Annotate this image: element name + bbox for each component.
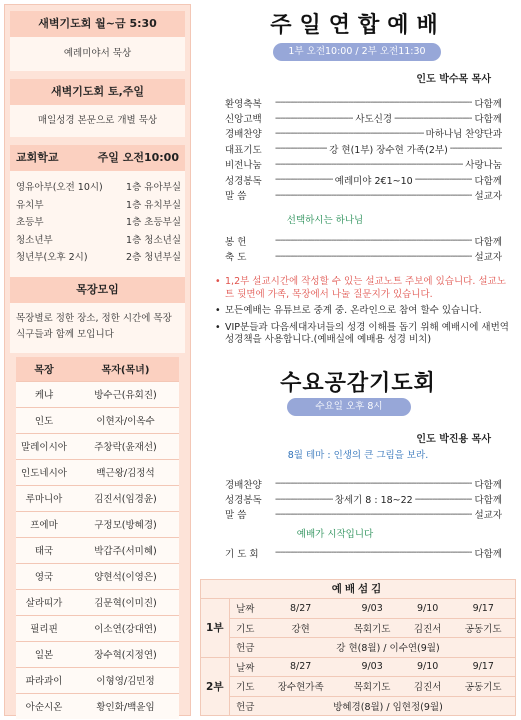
small-group-title: 목장모임 [10,277,185,303]
table-row [16,615,179,641]
school-dept: 초등부 [16,217,44,228]
order-item-label: 대표기도 [225,144,262,156]
order-item-label: 성경봉독 [225,495,262,507]
sunday-service-title: 주일연합예배 [270,13,446,38]
order-item-label: 환영축복 [225,98,262,110]
duty-date: 9/10 [404,599,452,619]
duty-prayer: 강현 [261,618,340,638]
order-item-label: 성경봉독 [225,175,262,187]
group-region: 프에마 [16,511,72,537]
sunday-service-time: 1부 오전10:00 / 2부 오전11:30 [273,43,441,61]
order-item-detail: 예레미야 2€1~10 [334,175,413,187]
dawn-prayer-weekday-title: 새벽기도회 월~금 5:30 [10,11,185,37]
table-row [201,618,515,638]
group-leader: 이형영/김민정 [72,667,179,693]
duty-date: 8/27 [261,599,340,619]
order-item [225,507,502,522]
row-label-prayer: 기도 [229,618,261,638]
dotted-leader [275,174,333,185]
church-school-title: 교회학교 [16,151,59,164]
dawn-prayer-weekend-body: 매일성경 본문으로 개별 묵상 [10,105,185,137]
sunday-order-list [225,95,502,203]
church-school [10,145,185,293]
dotted-leader [394,113,472,124]
order-item-role: 다함께 [474,479,502,491]
wednesday-service-leader: 인도 박진용 목사 [416,434,491,445]
group-leader: 백근왕/김정석 [72,459,179,485]
announcements [215,276,515,351]
group-leader: 이소연(강대연) [72,615,179,641]
group-leader: 박갑주(서미혜) [72,537,179,563]
order-item-role: 다함께 [474,175,503,187]
table-row [16,693,179,719]
wednesday-order-list [225,476,502,522]
dotted-leader [450,143,502,154]
order-item-role: 설교자 [474,191,502,203]
group-leader: 이현자/이옥수 [72,407,179,433]
order-item [225,172,502,187]
order-item [225,157,502,172]
order-item [225,248,502,263]
order-item-label: 봉 헌 [225,236,247,248]
group-region: 인도 [16,407,72,433]
announcement-item [215,322,515,347]
order-item-role: 다함께 [474,548,502,560]
dotted-leader [275,235,472,246]
dawn-prayer-weekday-body: 예레미야서 묵상 [10,37,185,71]
list-item [16,249,181,267]
dawn-prayer-weekend-title: 새벽기도회 토,주일 [10,79,185,105]
order-item-detail: 창세기 8 : 18~22 [334,495,413,507]
group-region: 인도네시아 [16,459,72,485]
left-sidebar [4,4,191,716]
order-item [225,110,502,125]
table-row [16,433,179,459]
school-dept: 청소년부 [16,234,53,246]
dawn-prayer-weekend [10,79,185,137]
school-room: 1층 청소년실 [126,234,181,246]
group-leader: 김문혁(이미진) [72,589,179,615]
table-row [16,511,179,537]
school-dept: 영유아부(오전 10시) [16,182,103,193]
group-region: 아순시온 [16,693,72,719]
group-region: 필리핀 [16,615,72,641]
order-item-detail: 강 현(1부) 장수현 가족(2부) [329,144,448,156]
group-region: 말레이시아 [16,433,72,459]
order-item-role: 다함께 [474,236,502,248]
wednesday-order-list-2 [225,545,502,560]
dotted-leader [275,143,327,154]
duty-prayer: 목회기도 [340,677,404,697]
order-item-label: 축 도 [225,252,247,264]
table-row [201,696,515,716]
table-row [16,381,179,407]
announcement-item [215,276,515,301]
order-item [225,95,502,110]
group-leader: 주창락(윤재선) [72,433,179,459]
dotted-leader [275,128,424,139]
duty-prayer: 김진서 [404,677,452,697]
dawn-prayer-weekday [10,11,185,71]
group-region: 일본 [16,641,72,667]
order-item-label: 신앙고백 [225,114,262,126]
order-item-label: 기 도 회 [225,548,259,560]
school-room: 1층 초등부실 [126,217,181,228]
table-row [16,459,179,485]
announcement-item [215,305,515,318]
announcement-text: VIP분들과 다음세대자녀들의 성경 이해를 돕기 위해 예배시에 새번역성경책을 사용합니다.(예배실에 예배용 성경 비치) [225,321,509,345]
row-label-offering: 헌금 [229,638,261,658]
bullet: • [215,276,221,287]
group-region: 영국 [16,563,72,589]
group-leader: 방수근(유회진) [72,381,179,407]
dotted-leader [275,547,472,558]
order-item [225,545,502,560]
duty-prayer: 목회기도 [340,618,404,638]
call-to-worship: 예배가 시작입니다 [296,529,374,540]
dotted-leader [275,159,463,170]
order-item-role: 설교자 [474,510,502,522]
dotted-leader [275,494,333,505]
small-group-meeting [10,277,185,353]
small-group-table [16,357,179,719]
school-room: 1층 유아부실 [126,182,181,193]
table-row [16,407,179,433]
dotted-leader [275,478,472,489]
order-item [225,126,502,141]
order-item-label: 경배찬양 [225,479,262,491]
church-school-header [10,145,185,171]
school-dept: 청년부(오후 2시) [16,252,88,263]
order-item-role: 마하나님 찬양단과 [425,129,502,141]
small-group-body: 목장별로 정한 장소, 정한 시간에 목장식구들과 함께 모입니다 [10,303,185,353]
order-item-label: 비전나눔 [225,160,262,172]
row-label-prayer: 기도 [229,677,261,697]
duty-prayer: 장수현가족 [261,677,340,697]
wednesday-service-title: 수요공감기도회 [280,371,436,396]
bullet: • [215,321,221,333]
table-row [201,599,515,619]
order-item [225,141,502,156]
order-item [225,187,502,202]
duty-date: 9/03 [340,657,404,677]
table-row [16,563,179,589]
order-item-role: 사랑나눔 [465,160,502,172]
duty-date: 8/27 [261,657,340,677]
announcement-text: 1,2부 설교시간에 작성할 수 있는 설교노트 주보에 있습니다. 설교노트 뒷면에 가족, 목장에서 나눌 질문지가 있습니다. [225,276,506,300]
sermon-title: 선택하시는 하나님 [286,215,364,226]
duty-prayer: 공동기도 [451,618,515,638]
duty-table [201,598,515,716]
dotted-leader [415,494,473,505]
column-header-leader: 목자(목녀) [72,357,179,381]
order-item-label: 경배찬양 [225,129,262,141]
order-item [225,476,502,491]
order-item-role: 다함께 [474,114,502,126]
school-room: 2층 청년부실 [126,252,181,263]
table-row [16,667,179,693]
order-item-role: 다함께 [474,495,503,507]
duty-date: 9/03 [340,599,404,619]
list-item [16,179,181,197]
row-label-offering: 헌금 [229,696,261,716]
table-row [201,657,515,677]
table-row [16,641,179,667]
church-school-list [10,171,185,293]
order-item-label: 말 씀 [225,191,247,203]
duty-date: 9/17 [451,657,515,677]
row-label-date: 날짜 [229,599,261,619]
announcement-text: 모든예배는 유튜브로 중계 중. 온라인으로 참여 할수 있습니다. [225,305,482,316]
school-dept: 유치부 [16,199,44,211]
column-header-region: 목장 [16,357,72,381]
duty-prayer: 김진서 [404,618,452,638]
order-item-role: 설교자 [474,252,502,264]
service-duty-table [200,579,516,716]
dotted-leader [415,174,473,185]
group-region: 케냐 [16,381,72,407]
duty-date: 9/10 [404,657,452,677]
dotted-leader [275,97,472,108]
duty-offering: 방혜경(8월) / 임현정(9월) [261,696,515,716]
bullet: • [215,305,221,316]
table-row [16,485,179,511]
table-row [201,638,515,658]
wednesday-service-time: 수요일 오후 8시 [287,398,411,416]
table-row [201,677,515,697]
table-row [16,537,179,563]
group-leader: 김진서(임경윤) [72,485,179,511]
school-room: 1층 유치부실 [126,199,181,211]
monthly-theme: 8월 테마 : 인생의 큰 그림을 보라. [287,450,429,461]
table-row [16,589,179,615]
service-duty-title: 예배섬김 [331,583,385,595]
order-item-detail: 사도신경 [355,114,393,126]
group-leader: 구정모(방혜경) [72,511,179,537]
sunday-service-leader: 인도 박수목 목사 [416,74,491,85]
list-item [16,232,181,250]
dotted-leader [275,113,353,124]
list-item [16,197,181,215]
order-item [225,491,502,506]
dotted-leader [275,509,472,520]
group-region: 파라과이 [16,667,72,693]
duty-prayer: 공동기도 [451,677,515,697]
row-label-date: 날짜 [229,657,261,677]
order-item [225,233,502,248]
dotted-leader [275,251,472,262]
group-leader: 장수혁(지정연) [72,641,179,667]
order-item-role: 다함께 [474,98,502,110]
sunday-order-list-2 [225,233,502,264]
group-region: 살라띠가 [16,589,72,615]
group-region: 태국 [16,537,72,563]
duty-date: 9/17 [451,599,515,619]
service-part-label: 2부 [201,657,229,716]
group-region: 루마니아 [16,485,72,511]
list-item [16,214,181,232]
duty-offering: 강 현(8월) / 이수연(9월) [261,638,515,658]
group-leader: 양현석(이영은) [72,563,179,589]
church-school-time: 주일 오전10:00 [97,151,179,164]
service-part-label: 1부 [201,599,229,658]
dotted-leader [275,190,472,201]
group-leader: 황인화/백윤임 [72,693,179,719]
order-item-label: 말 씀 [225,510,247,522]
